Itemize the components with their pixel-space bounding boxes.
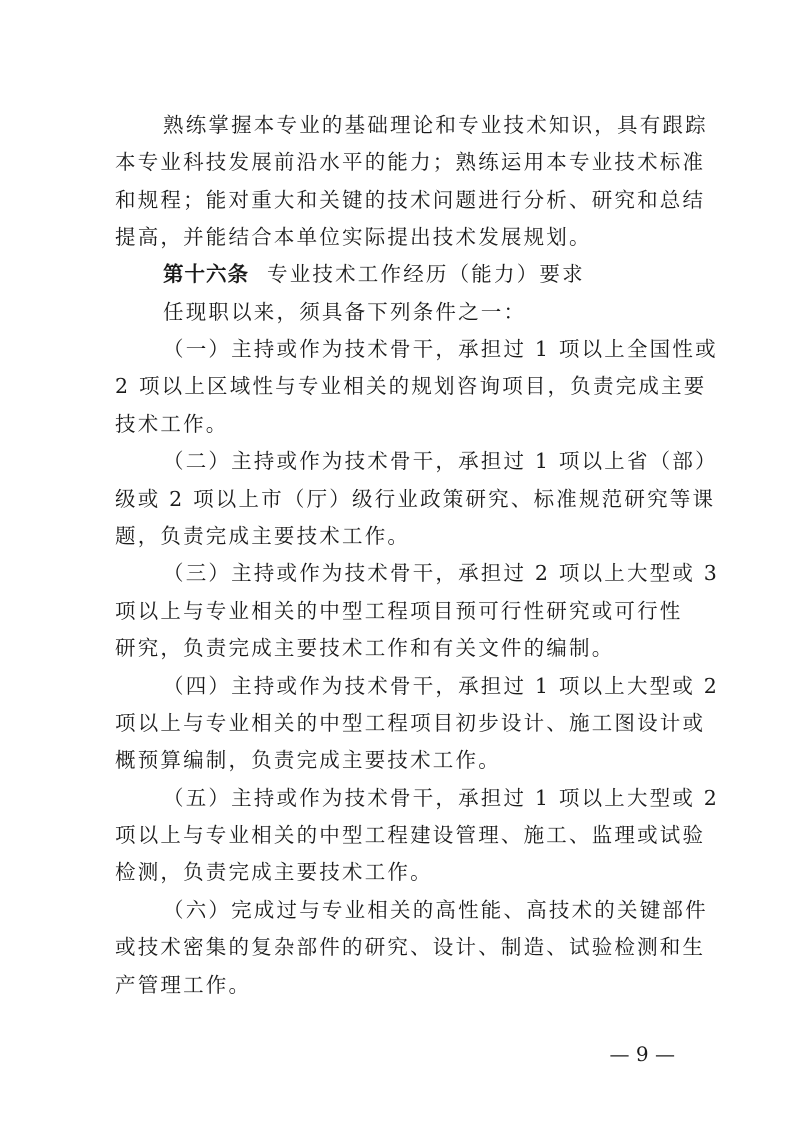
list-item-line: 概预算编制，负责完成主要技术工作。: [115, 748, 501, 772]
list-item-line: （五）主持或作为技术骨干，承担过 1 项以上大型或 2: [163, 786, 720, 810]
paragraph-line: 熟练掌握本专业的基础理论和专业技术知识，具有跟踪: [163, 113, 708, 137]
list-item-line: 2 项以上区域性与专业相关的规划咨询项目，负责完成主要: [115, 374, 707, 398]
list-item-line: 项以上与专业相关的中型工程建设管理、施工、监理或试验: [115, 823, 706, 847]
list-item-line: 级或 2 项以上市（厅）级行业政策研究、标准规范研究等课: [115, 487, 716, 511]
list-item-line: 题，负责完成主要技术工作。: [115, 524, 411, 548]
article-number: 第十六条: [163, 262, 249, 286]
list-item-line: 研究，负责完成主要技术工作和有关文件的编制。: [115, 636, 615, 660]
paragraph-line: 提高，并能结合本单位实际提出技术发展规划。: [115, 225, 592, 249]
list-item-line: （六）完成过与专业相关的高性能、高技术的关键部件: [163, 898, 708, 922]
paragraph-line: 任现职以来，须具备下列条件之一：: [163, 300, 527, 324]
list-item-line: 产管理工作。: [115, 973, 252, 997]
page-number: — 9 —: [609, 1042, 675, 1066]
list-item-line: 项以上与专业相关的中型工程项目预可行性研究或可行性: [115, 599, 683, 623]
paragraph-line: 和规程；能对重大和关键的技术问题进行分析、研究和总结: [115, 188, 706, 212]
list-item-line: （二）主持或作为技术骨干，承担过 1 项以上省（部）: [163, 449, 718, 473]
article-title: 专业技术工作经历（能力）要求: [267, 262, 585, 286]
list-item-line: （三）主持或作为技术骨干，承担过 2 项以上大型或 3: [163, 561, 720, 585]
list-item-line: 技术工作。: [115, 412, 229, 436]
article-heading: [163, 260, 675, 288]
list-item-line: （一）主持或作为技术骨干，承担过 1 项以上全国性或: [163, 337, 718, 361]
list-item-line: 检测，负责完成主要技术工作。: [115, 860, 433, 884]
paragraph-line: 本专业科技发展前沿水平的能力；熟练运用本专业技术标准: [115, 150, 706, 174]
list-item-line: 或技术密集的复杂部件的研究、设计、制造、试验检测和生: [115, 935, 706, 959]
list-item-line: 项以上与专业相关的中型工程项目初步设计、施工图设计或: [115, 711, 706, 735]
list-item-line: （四）主持或作为技术骨干，承担过 1 项以上大型或 2: [163, 674, 720, 698]
